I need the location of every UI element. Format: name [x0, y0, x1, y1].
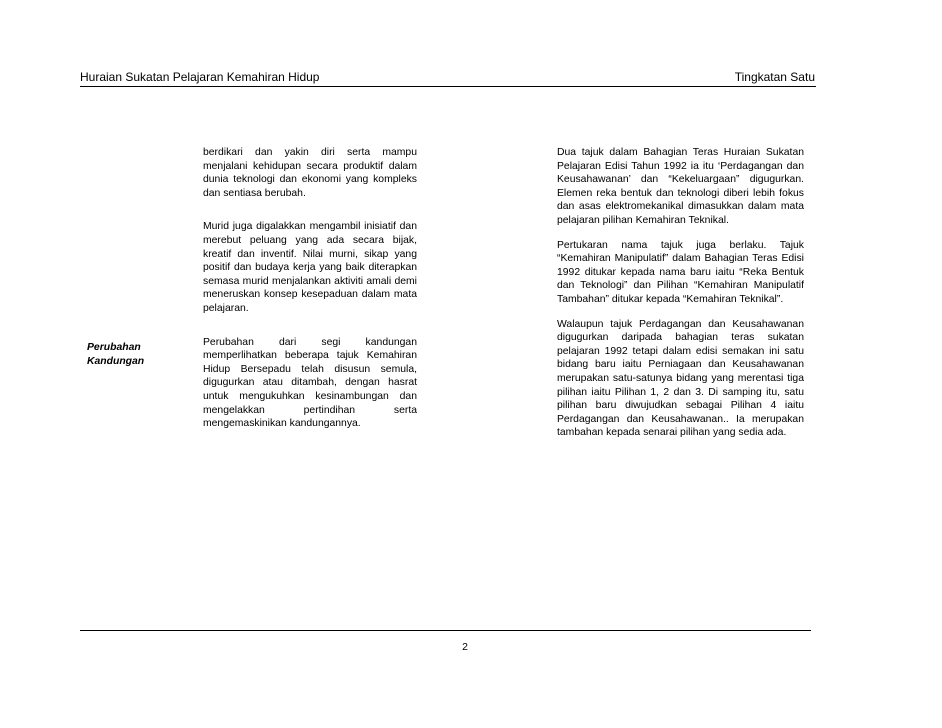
form-level: Tingkatan Satu [734, 70, 815, 84]
right-column [557, 146, 804, 440]
paragraph: Walaupun tajuk Perdagangan dan Keusahawanan digugurkan daripada bahagian teras sukatan pelajaran 1992 tetapi dalam edisi semakan ini satu bidang baru iaitu Perniagaan dan Keusahawanan merupakan satu-satunya bidang yang merentasi tiga pilihan iaitu Pilihan 1, 2 dan 3. Di samping itu, satu pilihan baru diwujudkan sebagai Pilihan 4 iaitu Perdagangan dan Keusahawanan.. Ia merupakan tambahan kepada senarai pilihan yang sedia ada. [557, 318, 804, 439]
paragraph: Pertukaran nama tajuk juga berlaku. Tajuk “Kemahiran Manipulatif” dalam Bahagian Teras Edisi 1992 ditukar kepada nama baru iaitu “Reka Bentuk dan Teknologi” dan Pilihan “Kemahiran Manipulatif Tambahan” ditukar kepada “Kemahiran Teknikal”. [557, 239, 804, 305]
section-label [87, 341, 187, 368]
paragraph: berdikari dan yakin diri serta mampu menjalani kehidupan secara produktif dalam dunia teknologi dan ekonomi yang kompleks dan sentiasa berubah. [203, 147, 417, 199]
header-divider [80, 86, 816, 87]
document-title: Huraian Sukatan Pelajaran Kemahiran Hidup [80, 70, 320, 84]
paragraph: Perubahan dari segi kandungan memperlihatkan beberapa tajuk Kemahiran Hidup Bersepadu telah disusun semula, digugurkan atau ditambah, dengan hasrat untuk mengukuhkan kesinambungan dan mengelakkan pertindihan serta mengemaskinikan kandungannya. [203, 336, 417, 430]
page-number: 2 [462, 642, 468, 653]
section-label-line: Perubahan [87, 342, 141, 353]
middle-column [203, 146, 417, 431]
paragraph: Dua tajuk dalam Bahagian Teras Huraian Sukatan Pelajaran Edisi Tahun 1992 ia itu ‘Perdagangan dan Keusahawanan’ dan “Kekeluargaan” digugurkan. Elemen reka bentuk dan teknologi diberi lebih fokus dan asas elektromekanikal dimasukkan dalam mata pelajaran pilihan Kemahiran Teknikal. [557, 147, 804, 226]
paragraph: Murid juga digalakkan mengambil inisiatif dan merebut peluang yang ada secara bijak, kreatif dan inventif. Nilai murni, sikap yang positif dan budaya kerja yang baik diterapkan semasa murid menjalankan aktiviti amali demi meneruskan konsep kesepaduan dalam mata pelajaran. [203, 221, 417, 314]
section-label-line: Kandungan [87, 355, 145, 367]
footer-divider [80, 630, 811, 631]
